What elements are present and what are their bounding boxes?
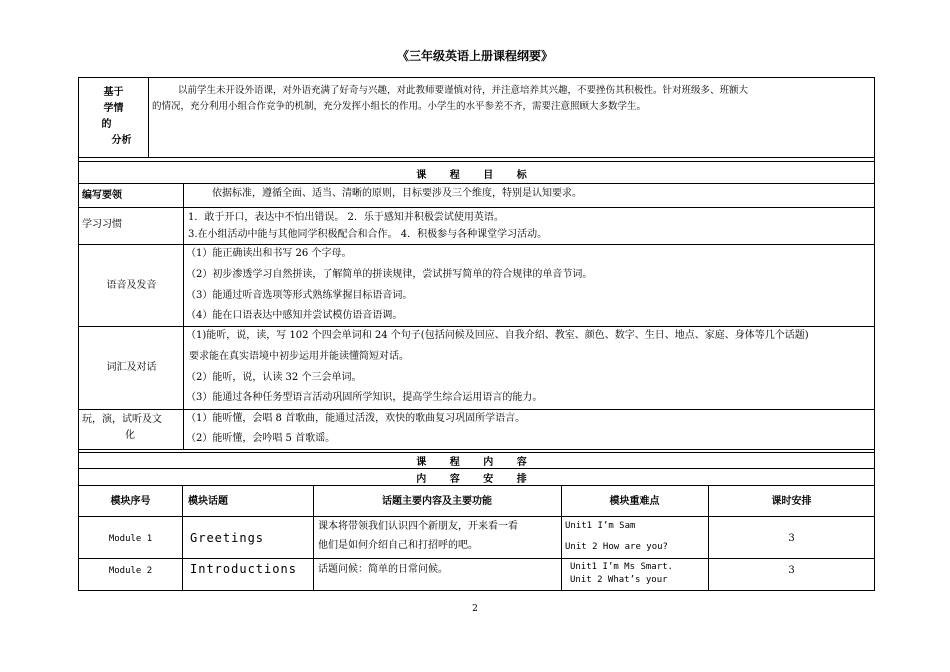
module-key-line: Unit 2 How are you? [565,542,668,552]
guidance-text: 依据标准，遵循全面、适当、清晰的原则，目标要涉及三个维度，特别是认知要求。 [212,188,582,199]
phonics-line: （3）能通过听音选项等形式熟练掌握目标语音词。 [186,290,413,301]
vocab-line: （2）能听，说，认读 32 个三会单词。 [186,372,362,383]
phonics-label: 语音及发音 [106,280,157,291]
analysis-label-line: 的 [101,119,112,130]
document-title: 《三年级英语上册课程纲要》 [396,49,553,63]
module-topic: Introductions [190,562,297,576]
analysis-label-line: 基于 [103,87,124,98]
row-divider [79,485,874,486]
header-topic: 模块话题 [188,496,228,507]
module-number: Module 1 [108,534,153,544]
vocab-line: （1)能听，说，读，写 102 个四会单词和 24 个句子(包括问候及回应、自我介绍、教室、颜色、数字、生日、地点、家庭、身体等几个话题) [186,330,809,341]
module-topic: Greetings [190,531,265,545]
row-divider [79,558,874,559]
module-key-line: Unit1 I’m Ms Smart. [570,562,673,572]
vocab-line: 要求能在真实语境中初步运用并能读懂简短对话。 [189,351,409,362]
module-number: Module 2 [108,566,153,576]
row-divider [79,207,874,208]
row-divider [79,183,874,184]
content-section-title: 课 程 内 容 [416,457,537,468]
header-key-points: 模块重难点 [609,496,660,507]
module-key-line: Unit 2 What’s your [570,575,668,585]
guidance-label: 编写要领 [82,190,122,201]
play-label-line: 玩，演，试听及文 [82,414,162,425]
goals-section-title: 课 程 目 标 [416,170,537,181]
module-key-line: Unit1 I’m Sam [565,521,636,531]
analysis-text-line: 的情况，充分利用小组合作竞争的机制，充分发挥小组长的作用。小学生的水平参差不齐，需要注意照顾大多数学生。 [152,101,647,112]
phonics-line: （4）能在口语表达中感知并尝试模仿语音语调。 [186,310,403,321]
habits-line: 3.在小组活动中能与其他同学积极配合和合作。 4．积极参与各种课堂学习活动。 [188,229,548,240]
vocab-label: 词汇及对话 [106,362,157,373]
phonics-line: （1）能正确读出和书写 26 个字母。 [186,248,352,259]
module-hours: 3 [788,533,795,544]
row-divider [79,244,874,245]
header-content: 话题主要内容及主要功能 [382,496,492,507]
row-divider [79,326,874,327]
habits-line: 1．敢于开口，表达中不怕出错误。 2．乐于感知并积极尝试使用英语。 [188,212,504,223]
analysis-label-line: 学情 [103,103,124,114]
module-content-line: 话题问候：简单的日常问候。 [318,564,448,575]
col-divider [183,183,184,449]
arrange-title: 内 容 安 排 [416,474,537,485]
module-hours: 3 [788,565,795,576]
row-divider [79,516,874,517]
play-line: （1）能听懂，会唱 8 首歌曲，能通过活泼，欢快的歌曲复习巩固所学语言。 [186,413,526,424]
row-divider [79,161,874,162]
row-divider [79,468,874,469]
module-content-line: 课本将带领我们认识四个新朋友，开来看一看 [318,521,518,532]
col-divider [182,485,183,590]
play-label-line: 化 [125,430,135,441]
row-divider [79,409,874,410]
header-module-no: 模块序号 [110,496,151,507]
page-number: 2 [472,604,478,614]
module-content-line: 他们是如何介绍自己和打招呼的吧。 [318,540,478,551]
analysis-text-line: 以前学生未开设外语课，对外语充满了好奇与兴趣，对此教师要谨慎对待，并注意培养其兴趣，不要挫伤其积极性。针对班级多、班额大 [178,85,749,96]
row-divider [79,157,874,158]
analysis-label-line: 分析 [111,135,132,146]
phonics-line: （2）初步渗透学习自然拼读，了解简单的拼读规律，尝试拼写简单的符合规律的单音节词。 [186,269,593,280]
habits-label: 学习习惯 [82,219,122,230]
vocab-line: （3）能通过各种任务型语言活动巩固所学知识，提高学生综合运用语言的能力。 [186,392,543,403]
play-line: （2）能听懂，会吟唱 5 首歌谣。 [186,433,336,444]
row-divider [79,449,874,450]
header-hours: 课时安排 [771,496,812,507]
